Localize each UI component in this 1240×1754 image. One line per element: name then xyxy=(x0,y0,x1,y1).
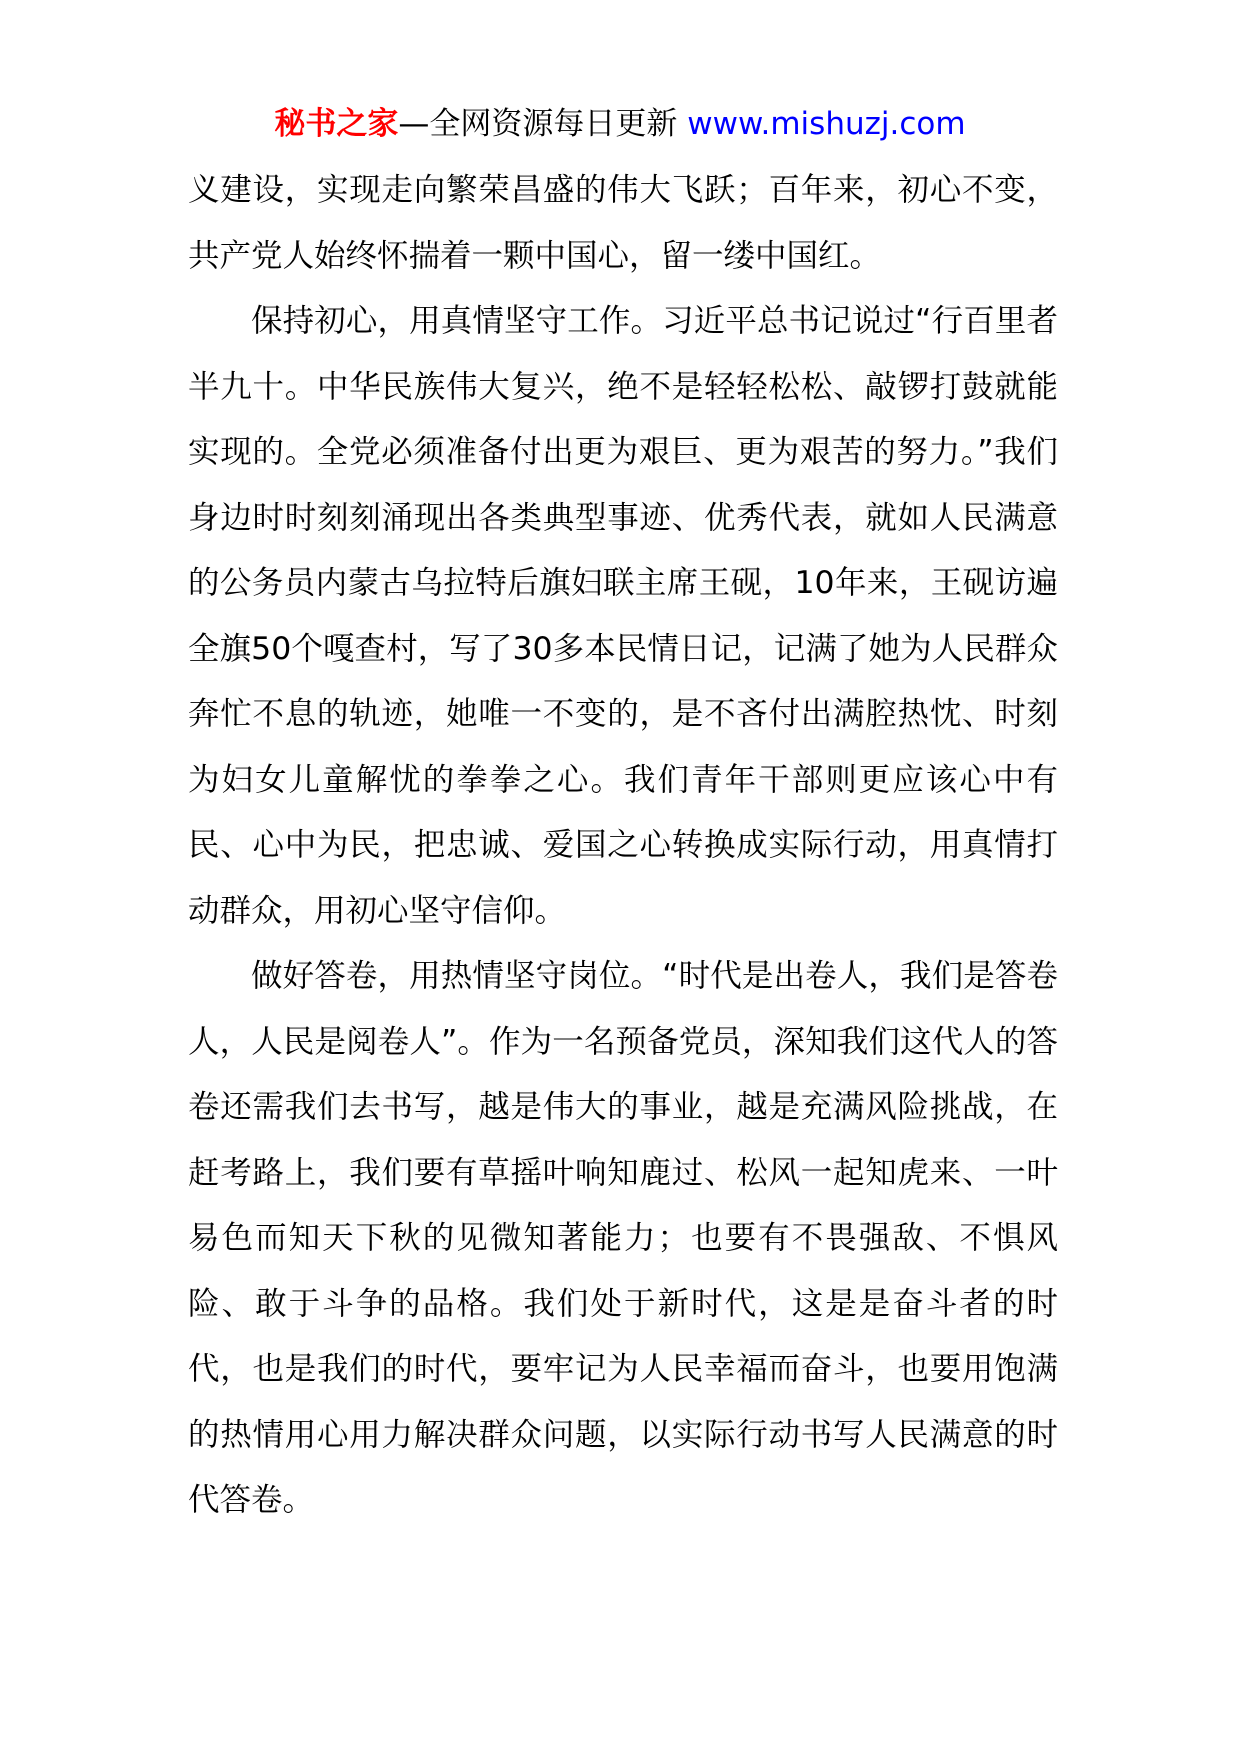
paragraph-keep-original-aspiration: 保持初心，用真情坚守工作。习近平总书记说过“行百里者半九十。中华民族伟大复兴，绝不是轻轻松松、敲锣打鼓就能实现的。全党必须准备付出更为艰巨、更为艰苦的努力。”我们身边时时刻刻涌现出各类典型事迹、优秀代表，就如人民满意的公务员内蒙古乌拉特后旗妇联主席王砚，10年来，王砚访遍全旗50个嘎查村，写了30多本民情日记，记满了她为人民群众奔忙不息的轨迹，她唯一不变的，是不吝付出满腔热忱、时刻为妇女儿童解忧的拳拳之心。我们青年干部则更应该心中有民、心中为民，把忠诚、爱国之心转换成实际行动，用真情打动群众，用初心坚守信仰。 xyxy=(188,303,1058,929)
website-link[interactable]: www.mishuzj.com xyxy=(687,106,966,142)
page-header xyxy=(0,100,1240,148)
paragraph-continued: 义建设，实现走向繁荣昌盛的伟大飞跃；百年来，初心不变，共产党人始终怀揣着一颗中国心，留一缕中国红。 xyxy=(188,172,1058,274)
header-tagline: —全网资源每日更新 xyxy=(398,106,678,142)
document-body xyxy=(188,158,1058,1534)
paragraph-answer-sheet: 做好答卷，用热情坚守岗位。“时代是出卷人，我们是答卷人，人民是阅卷人”。作为一名预备党员，深知我们这代人的答卷还需我们去书写，越是伟大的事业，越是充满风险挑战，在赶考路上，我们要有草摇叶响知鹿过、松风一起知虎来、一叶易色而知天下秋的见微知著能力；也要有不畏强敌、不惧风险、敢于斗争的品格。我们处于新时代，这是是奋斗者的时代，也是我们的时代，要牢记为人民幸福而奋斗，也要用饱满的热情用心用力解决群众问题，以实际行动书写人民满意的时代答卷。 xyxy=(188,958,1058,1518)
brand-name: 秘书之家 xyxy=(274,106,399,142)
